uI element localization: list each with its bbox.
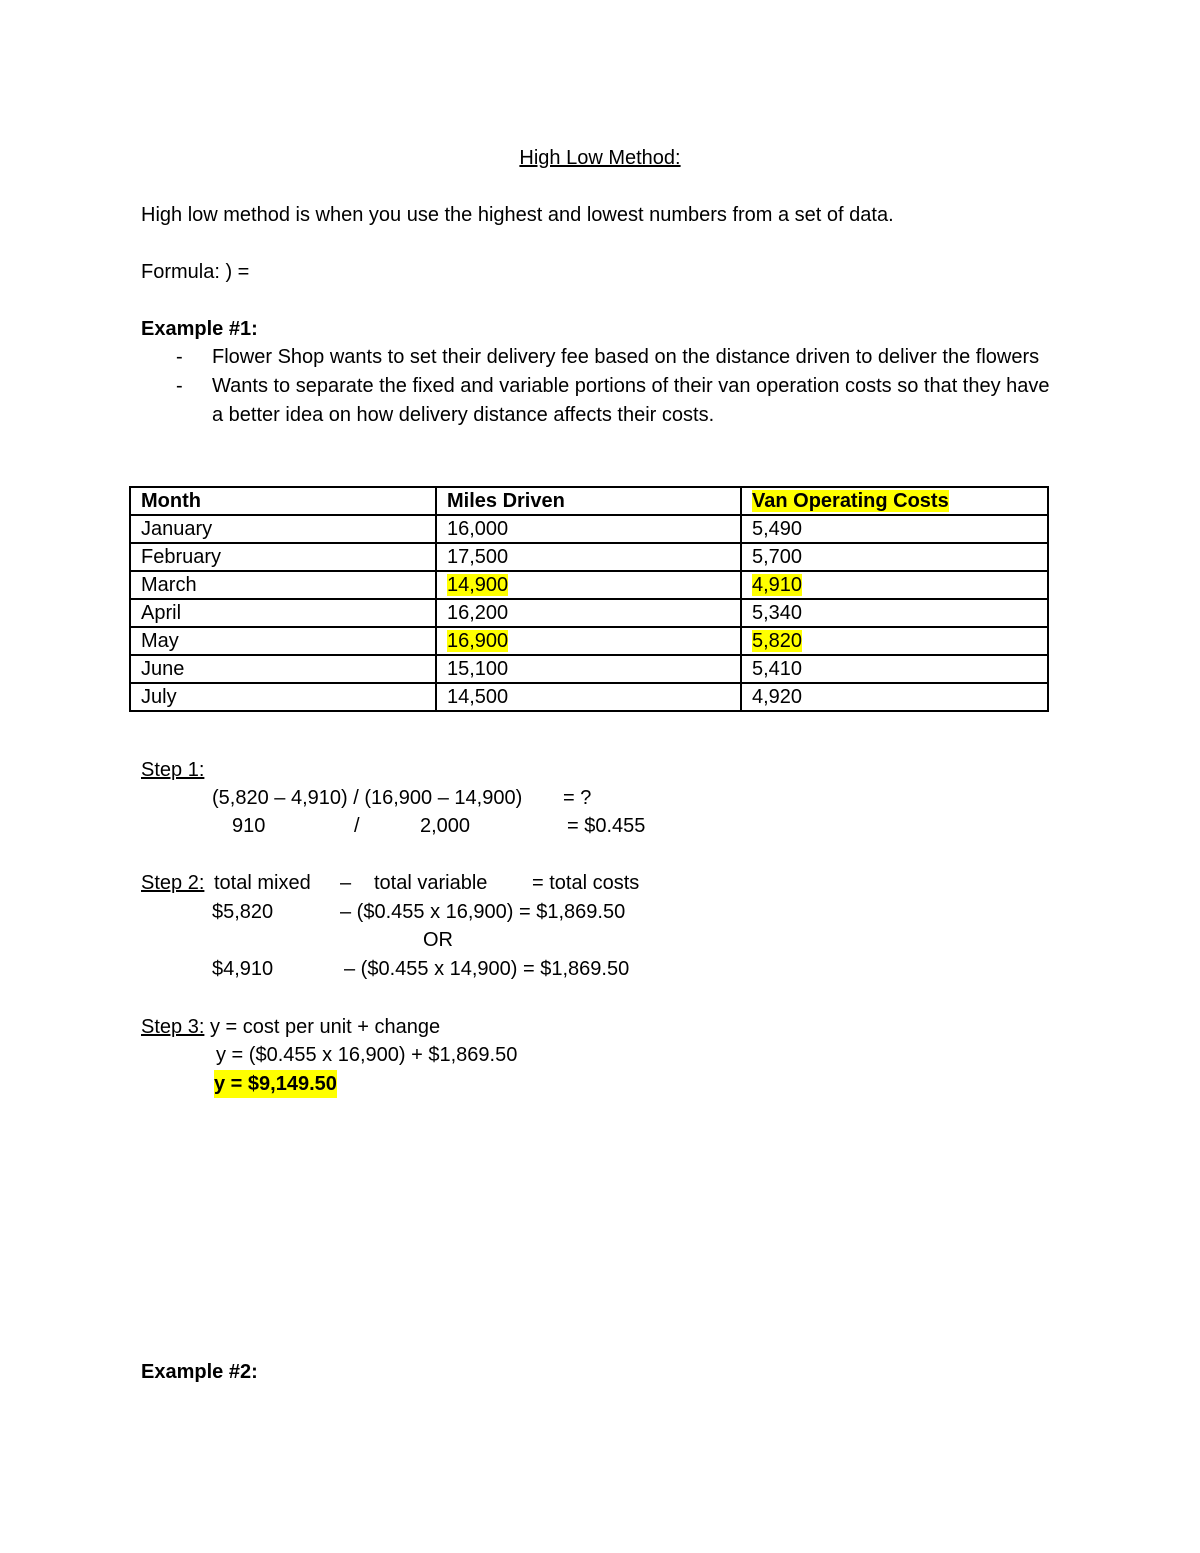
table-cell xyxy=(436,683,741,711)
table-row xyxy=(130,599,1048,627)
header-month: Month xyxy=(141,490,201,512)
cell-text: March xyxy=(141,574,197,596)
step1-result: = $0.455 xyxy=(567,815,646,837)
step1-denominator: 2,000 xyxy=(420,815,471,837)
table-cell xyxy=(741,655,1048,683)
bullet-dash: - xyxy=(176,346,183,368)
step2-high-calc: – ($0.455 x 16,900) = $1,869.50 xyxy=(340,901,626,923)
step3-formula: y = ($0.455 x 16,900) + $1,869.50 xyxy=(216,1044,518,1066)
data-table xyxy=(129,486,1049,712)
cell-text: 5,700 xyxy=(752,546,803,568)
cell-text: 5,340 xyxy=(752,602,803,624)
table-cell xyxy=(436,543,741,571)
step2-label: Step 2: xyxy=(141,872,205,894)
table-cell xyxy=(741,683,1048,711)
cell-text-highlighted: 14,900 xyxy=(447,574,509,596)
table-row xyxy=(130,683,1048,711)
table-row xyxy=(130,571,1048,599)
step2-high-cost: $5,820 xyxy=(212,901,274,923)
step1-numerator: 910 xyxy=(232,815,266,837)
example1-heading: Example #1: xyxy=(141,318,258,340)
step2-or: OR xyxy=(423,929,453,951)
table-cell xyxy=(130,683,436,711)
step2-header-mixed: total mixed xyxy=(214,872,311,894)
header-cell xyxy=(436,487,741,515)
bullet-text: Flower Shop wants to set their delivery fee based on the distance driven to deliver the flowers xyxy=(212,346,1040,368)
step2-header-total: = total costs xyxy=(532,872,640,894)
step1-label: Step 1: xyxy=(141,759,205,781)
cell-text: 17,500 xyxy=(447,546,509,568)
cell-text: 14,500 xyxy=(447,686,509,708)
example1-bullets xyxy=(141,343,1061,430)
table-cell xyxy=(130,571,436,599)
cell-text: 4,920 xyxy=(752,686,803,708)
cell-text-highlighted: 4,910 xyxy=(752,574,803,596)
table-cell xyxy=(436,515,741,543)
table-cell xyxy=(436,599,741,627)
table-cell xyxy=(130,515,436,543)
table-cell xyxy=(130,655,436,683)
cell-text: June xyxy=(141,658,185,680)
table-cell xyxy=(741,571,1048,599)
example2-heading: Example #2: xyxy=(141,1361,258,1383)
step2-header-variable: total variable xyxy=(374,872,488,894)
table-row xyxy=(130,655,1048,683)
table-cell xyxy=(436,571,741,599)
step3-result: y = $9,149.50 xyxy=(214,1070,337,1098)
cell-text: 5,490 xyxy=(752,518,803,540)
table-cell xyxy=(741,599,1048,627)
table-cell xyxy=(436,627,741,655)
page-title xyxy=(0,144,1200,172)
step2-header-minus: – xyxy=(340,872,352,894)
step3-label: Step 3: xyxy=(141,1016,205,1038)
bullet-dash: - xyxy=(176,375,183,397)
table-cell xyxy=(130,599,436,627)
table-header-row xyxy=(130,487,1048,515)
cell-text-highlighted: 5,820 xyxy=(752,630,803,652)
header-cell xyxy=(741,487,1048,515)
cell-text-highlighted: 16,900 xyxy=(447,630,509,652)
step2-low-cost: $4,910 xyxy=(212,958,274,980)
table-cell xyxy=(741,515,1048,543)
table-cell xyxy=(436,655,741,683)
table-cell xyxy=(130,543,436,571)
formula-text: Formula: ) = xyxy=(141,261,250,283)
cell-text: 16,000 xyxy=(447,518,509,540)
intro-text: High low method is when you use the highest and lowest numbers from a set of data. xyxy=(141,204,894,226)
cell-text: February xyxy=(141,546,222,568)
header-cell xyxy=(130,487,436,515)
header-miles: Miles Driven xyxy=(447,490,565,512)
bullet-item xyxy=(141,343,1061,372)
cell-text: 16,200 xyxy=(447,602,509,624)
step2-low-calc: – ($0.455 x 14,900) = $1,869.50 xyxy=(344,958,630,980)
cell-text: July xyxy=(141,686,177,708)
table-row xyxy=(130,627,1048,655)
step1-question: = ? xyxy=(563,787,592,809)
table-cell xyxy=(130,627,436,655)
header-costs: Van Operating Costs xyxy=(752,490,949,512)
step1-divide: / xyxy=(354,815,360,837)
table-row xyxy=(130,543,1048,571)
step3-text: y = cost per unit + change xyxy=(209,1016,441,1038)
step3-line xyxy=(141,1013,440,1041)
cell-text: May xyxy=(141,630,179,652)
table-row xyxy=(130,515,1048,543)
table-cell xyxy=(741,543,1048,571)
step1-expression: (5,820 – 4,910) / (16,900 – 14,900) xyxy=(212,787,523,809)
bullet-item xyxy=(141,372,1061,430)
bullet-text: Wants to separate the fixed and variable portions of their van operation costs so that they have a better idea on how delivery distance affects their costs. xyxy=(212,375,1050,426)
cell-text: 5,410 xyxy=(752,658,803,680)
table-cell xyxy=(741,627,1048,655)
cell-text: January xyxy=(141,518,213,540)
cell-text: 15,100 xyxy=(447,658,509,680)
title-text: High Low Method: xyxy=(519,147,681,169)
cell-text: April xyxy=(141,602,182,624)
